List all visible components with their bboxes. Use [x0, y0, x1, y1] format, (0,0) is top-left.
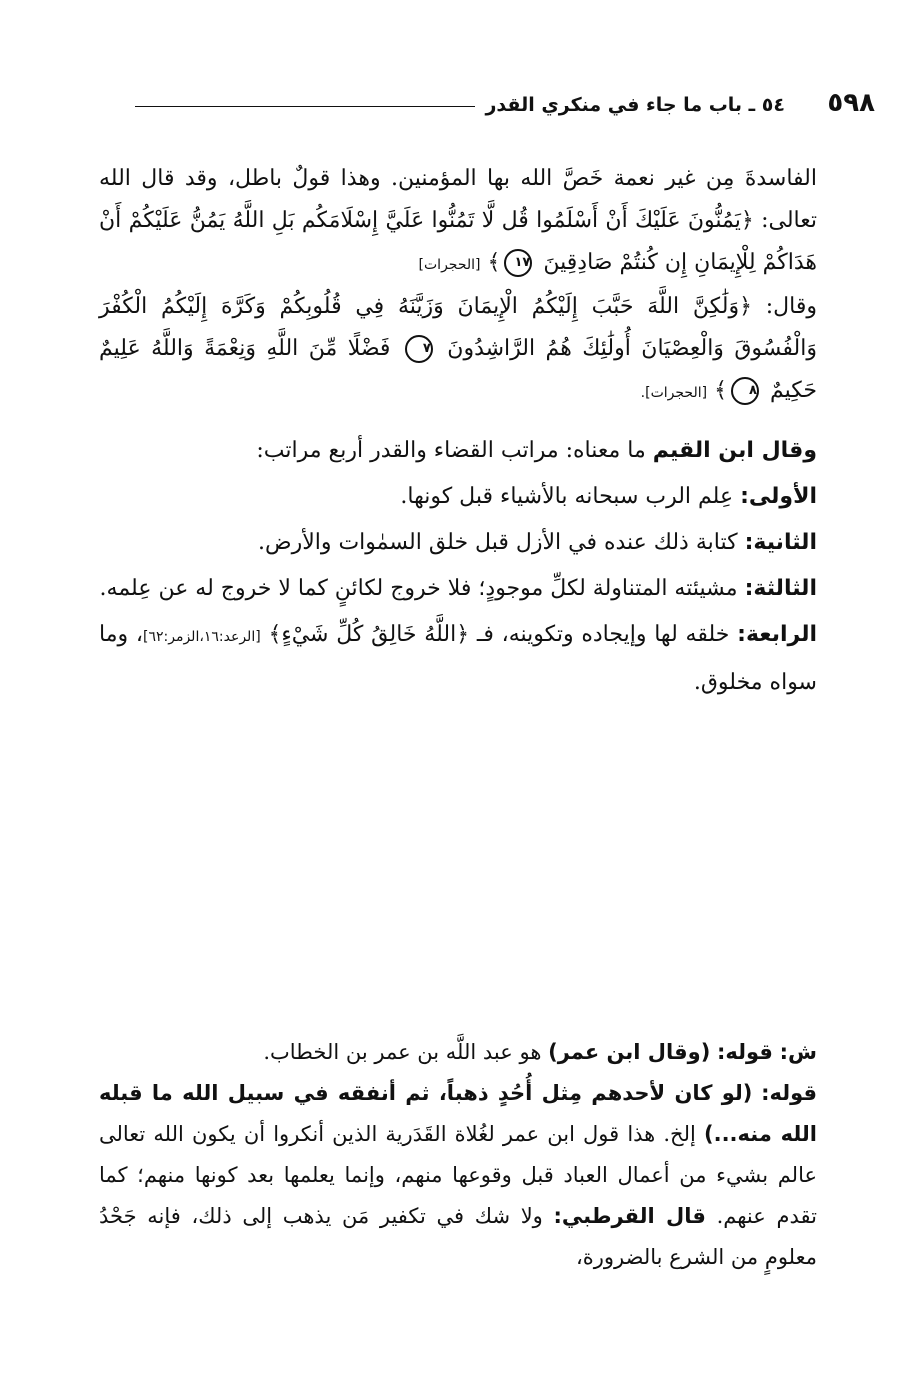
quoted-phrase: (لو كان لأحدهم مِثل أُحُدٍ ذهباً، ثم أنفقه في سبيل الله ما قبله الله منه...)	[99, 1081, 817, 1146]
level-text: عِلم الرب سبحانه بالأشياء قبل كونها.	[400, 484, 734, 509]
level-text: مشيئته المتناولة لكلِّ موجودٍ؛ فلا خروج لكائنٍ كما لا خروج له عن عِلمه.	[99, 576, 738, 601]
ayah-number-17: ١٧	[504, 249, 532, 277]
quran-verse-3: فَضْلًا مِّنَ اللَّهِ وَنِعْمَةً وَاللَّهُ عَلِيمٌ حَكِيمٌ	[99, 336, 817, 403]
verse-2-intro: وقال:	[765, 294, 817, 319]
page-header	[85, 86, 875, 126]
qawluh-label: قوله:	[761, 1081, 817, 1105]
commentary-line-1	[99, 1032, 817, 1073]
level-item	[99, 612, 817, 706]
level-label: الرابعة:	[737, 622, 818, 647]
quran-verse-1: ﴿يَمُنُّونَ عَلَيْكَ أَنْ أَسْلَمُوا قُل لَّا تَمُنُّوا عَلَيَّ إِسْلَامَكُم بَلِ اللَّهُ يَمُنُّ عَلَيْكُمْ أَنْ هَدَاكُمْ لِلْإِيمَانِ إِن كُنتُمْ صَادِقِينَ	[99, 208, 817, 275]
qurtubi-label: قال القرطبي:	[553, 1204, 706, 1228]
level-label: الثالثة:	[744, 576, 817, 601]
commentary-text: هو عبد اللَّه بن عمر بن الخطاب.	[263, 1040, 542, 1064]
paragraph-verse-2	[99, 286, 817, 414]
commentary-text: إلخ. هذا قول ابن عمر لغُلاة القَدَرية الذين أنكروا أن يكون الله تعالى عالم بشيء من أعمال العباد قبل وقوعها منهم، وإنما يعلمها بعد كونها منهم؛ كما تقدم عنهم.	[99, 1122, 818, 1228]
levels-intro	[99, 428, 817, 474]
ibn-qayyim-label: وقال ابن القيم	[652, 438, 817, 463]
ayah-number-8: ٨	[731, 377, 759, 405]
quran-section	[99, 158, 817, 414]
level-item	[99, 520, 817, 566]
intro-text: الفاسدةَ مِن غير نعمة خَصَّ الله بها المؤمنين. وهذا قولٌ باطل، وقد قال الله تعالى:	[99, 166, 817, 233]
level-item	[99, 566, 817, 612]
levels-intro-text: ما معناه: مراتب القضاء والقدر أربع مراتب:	[256, 438, 646, 463]
quoted-phrase: (وقال ابن عمر)	[548, 1040, 711, 1064]
quran-close-bracket: ﴾	[714, 378, 727, 403]
qawluh-label: قوله:	[716, 1040, 773, 1064]
level-item	[99, 474, 817, 520]
qadar-levels-section	[99, 428, 817, 706]
surah-reference: [الحجرات].	[640, 385, 708, 401]
level-text-tail: ، وما سواه مخلوق.	[99, 622, 817, 695]
page-number: ٥٩٨	[827, 88, 875, 118]
level-label: الثانية:	[744, 530, 817, 555]
surah-reference: [الرعد:١٦،الزمر:٦٢]	[143, 629, 261, 645]
quran-verse-4: ﴿اللَّهُ خَالِقُ كُلِّ شَيْءٍ﴾	[268, 622, 470, 647]
level-text: كتابة ذلك عنده في الأزل قبل خلق السمٰوات والأرض.	[257, 530, 738, 555]
header-rule	[135, 106, 475, 107]
quran-verse-2: ﴿وَلَٰكِنَّ اللَّهَ حَبَّبَ إِلَيْكُمُ الْإِيمَانَ وَزَيَّنَهُ فِي قُلُوبِكُمْ وَكَرَّهَ إِلَيْكُمُ الْكُفْرَ وَالْفُسُوقَ وَالْعِصْيَانَ أُولَٰئِكَ هُمُ الرَّاشِدُونَ	[99, 294, 817, 361]
commentary-line-2	[99, 1073, 817, 1278]
surah-reference: [الحجرات]	[418, 257, 481, 273]
level-label: الأولى:	[740, 484, 817, 509]
sharh-marker: ش:	[779, 1040, 817, 1064]
quran-close-bracket: ﴾	[487, 250, 501, 275]
level-text: خلقه لها وإيجاده وتكوينه، فـ	[476, 622, 730, 647]
commentary-text: ولا شك في تكفير مَن يذهب إلى ذلك، فإنه جَحْدُ معلومٍ من الشرع بالضرورة،	[99, 1204, 817, 1269]
ayah-number-7: ٧	[405, 335, 433, 363]
commentary-section	[99, 1032, 817, 1278]
chapter-title: ٥٤ ـ باب ما جاء في منكري القدر	[485, 94, 785, 116]
paragraph-intro	[99, 158, 817, 286]
